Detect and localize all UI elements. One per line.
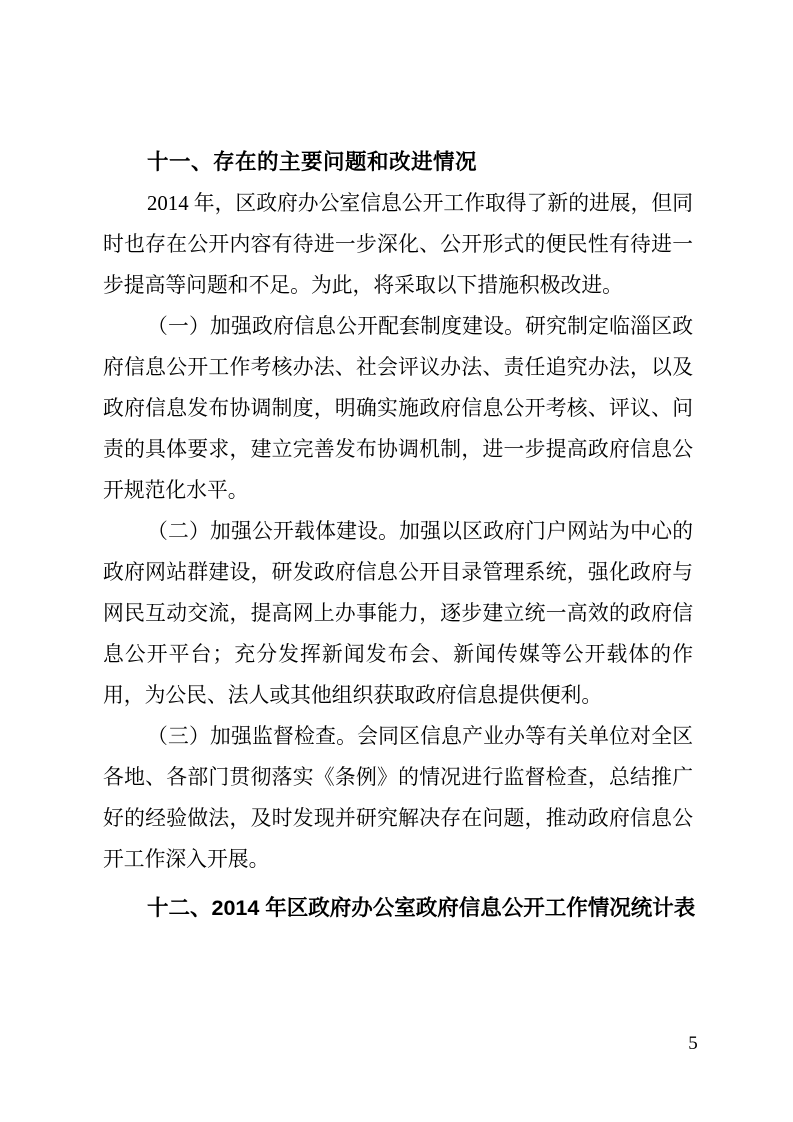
section-heading-12: 十二、2014 年区政府办公室政府信息公开工作情况统计表 (147, 896, 696, 920)
paragraph-item-1: （一）加强政府信息公开配套制度建设。研究制定临淄区政府信息公开工作考核办法、社会评议办法、责任追究办法，以及政府信息发布协调制度，明确实施政府信息公开考核、评议、问责的具体要求，建立完善发布协调机制，进一步提高政府信息公开规范化水平。 (103, 315, 693, 502)
paragraph-item-2: （二）加强公开载体建设。加强以区政府门户网站为中心的政府网站群建设，研发政府信息公开目录管理系统，强化政府与网民互动交流，提高网上办事能力，逐步建立统一高效的政府信息公开平台；充分发挥新闻发布会、新闻传媒等公开载体的作用，为公民、法人或其他组织获取政府信息提供便利。 (103, 520, 693, 707)
page-number: 5 (688, 1033, 698, 1054)
section-heading-11: 十一、存在的主要问题和改进情况 (147, 150, 478, 174)
paragraph-item-3: （三）加强监督检查。会同区信息产业办等有关单位对全区各地、各部门贯彻落实《条例》的情况进行监督检查，总结推广好的经验做法，及时发现并研究解决存在问题，推动政府信息公开工作深入开展。 (103, 725, 693, 871)
paragraph-intro: 2014 年，区政府办公室信息公开工作取得了新的进展，但同时也存在公开内容有待进一步深化、公开形式的便民性有待进一步提高等问题和不足。为此，将采取以下措施积极改进。 (103, 192, 693, 297)
document-content (103, 142, 696, 929)
